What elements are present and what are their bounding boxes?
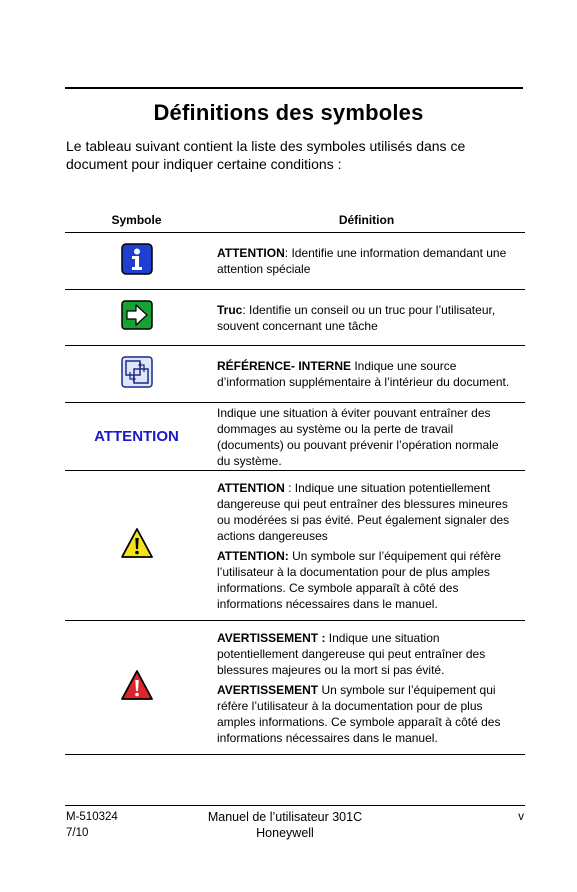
symbols-table <box>65 213 525 755</box>
definition-cell <box>208 346 515 402</box>
footer-center <box>200 809 370 841</box>
page-title: Définitions des symboles <box>153 100 424 125</box>
footer-rule <box>65 805 525 806</box>
table-row <box>65 233 525 290</box>
company-name: Honeywell <box>256 826 314 840</box>
header-symbol: Symbole <box>111 213 162 227</box>
definition-text: RÉFÉRENCE- INTERNE Indique une source d’information supplémentaire à l’intérieur du document. <box>217 359 510 389</box>
table-header <box>65 213 525 233</box>
top-rule <box>65 87 523 89</box>
definition-text: AVERTISSEMENT Un symbole sur l’équipement qui réfère l’utilisateur à la documentation pour de plus amples informations. Ce symbole apparaît à côté des informations nécessaires dans le manuel. <box>217 682 501 745</box>
table-row <box>65 346 525 403</box>
symbol-cell <box>65 621 208 754</box>
table-row <box>65 471 525 621</box>
caution-triangle-icon <box>120 527 154 564</box>
page-number: v <box>518 811 524 823</box>
symbol-cell <box>65 233 208 289</box>
table-row <box>65 290 525 346</box>
definition-text: Truc: Identifie un conseil ou un truc pour l’utilisateur, souvent concernant une tâche <box>217 302 496 333</box>
info-icon <box>121 243 153 280</box>
arrow-right-icon <box>121 300 153 335</box>
definition-text: ATTENTION : Indique une situation potentiellement dangereuse qui peut entraîner des blessures mineures ou modérées si pas évité. Peut également signaler des actions dangereuses <box>217 480 510 543</box>
table-row <box>65 621 525 755</box>
definition-text: ATTENTION: Un symbole sur l’équipement qui réfère l’utilisateur à la documentation pour de plus amples informations. Ce symbole apparaît à côté des informations nécessaires dans le manuel. <box>217 548 501 611</box>
symbol-cell <box>65 346 208 402</box>
table-row <box>65 403 525 471</box>
doc-date: 7/10 <box>66 827 89 839</box>
doc-number: M-510324 <box>66 811 118 823</box>
symbol-cell <box>65 403 208 470</box>
definition-text: AVERTISSEMENT : Indique une situation potentiellement dangereuse qui peut entraîner des blessures majeures ou la mort si pas évité. <box>217 630 486 677</box>
manual-title: Manuel de l’utilisateur 301C <box>207 810 363 824</box>
definition-cell <box>208 233 515 289</box>
symbol-cell <box>65 471 208 620</box>
symbol-cell <box>65 290 208 345</box>
header-definition: Définition <box>338 213 395 227</box>
internal-reference-icon <box>121 356 153 393</box>
intro-paragraph: Le tableau suivant contient la liste des symboles utilisés dans ce document pour indiquer certaine conditions : <box>66 138 466 172</box>
footer-left <box>66 809 118 841</box>
definition-cell <box>208 290 515 345</box>
definition-text: ATTENTION: Identifie une information demandant une attention spéciale <box>217 246 507 276</box>
warning-triangle-icon <box>120 669 154 706</box>
definition-cell <box>208 621 515 754</box>
attention-label: ATTENTION <box>94 428 179 445</box>
definition-cell <box>208 471 515 620</box>
definition-cell <box>208 403 515 470</box>
definition-text: Indique une situation à éviter pouvant entraîner des dommages au système ou la perte de travail (documents) ou pouvant prévenir l’opération normale du système. <box>217 405 499 468</box>
